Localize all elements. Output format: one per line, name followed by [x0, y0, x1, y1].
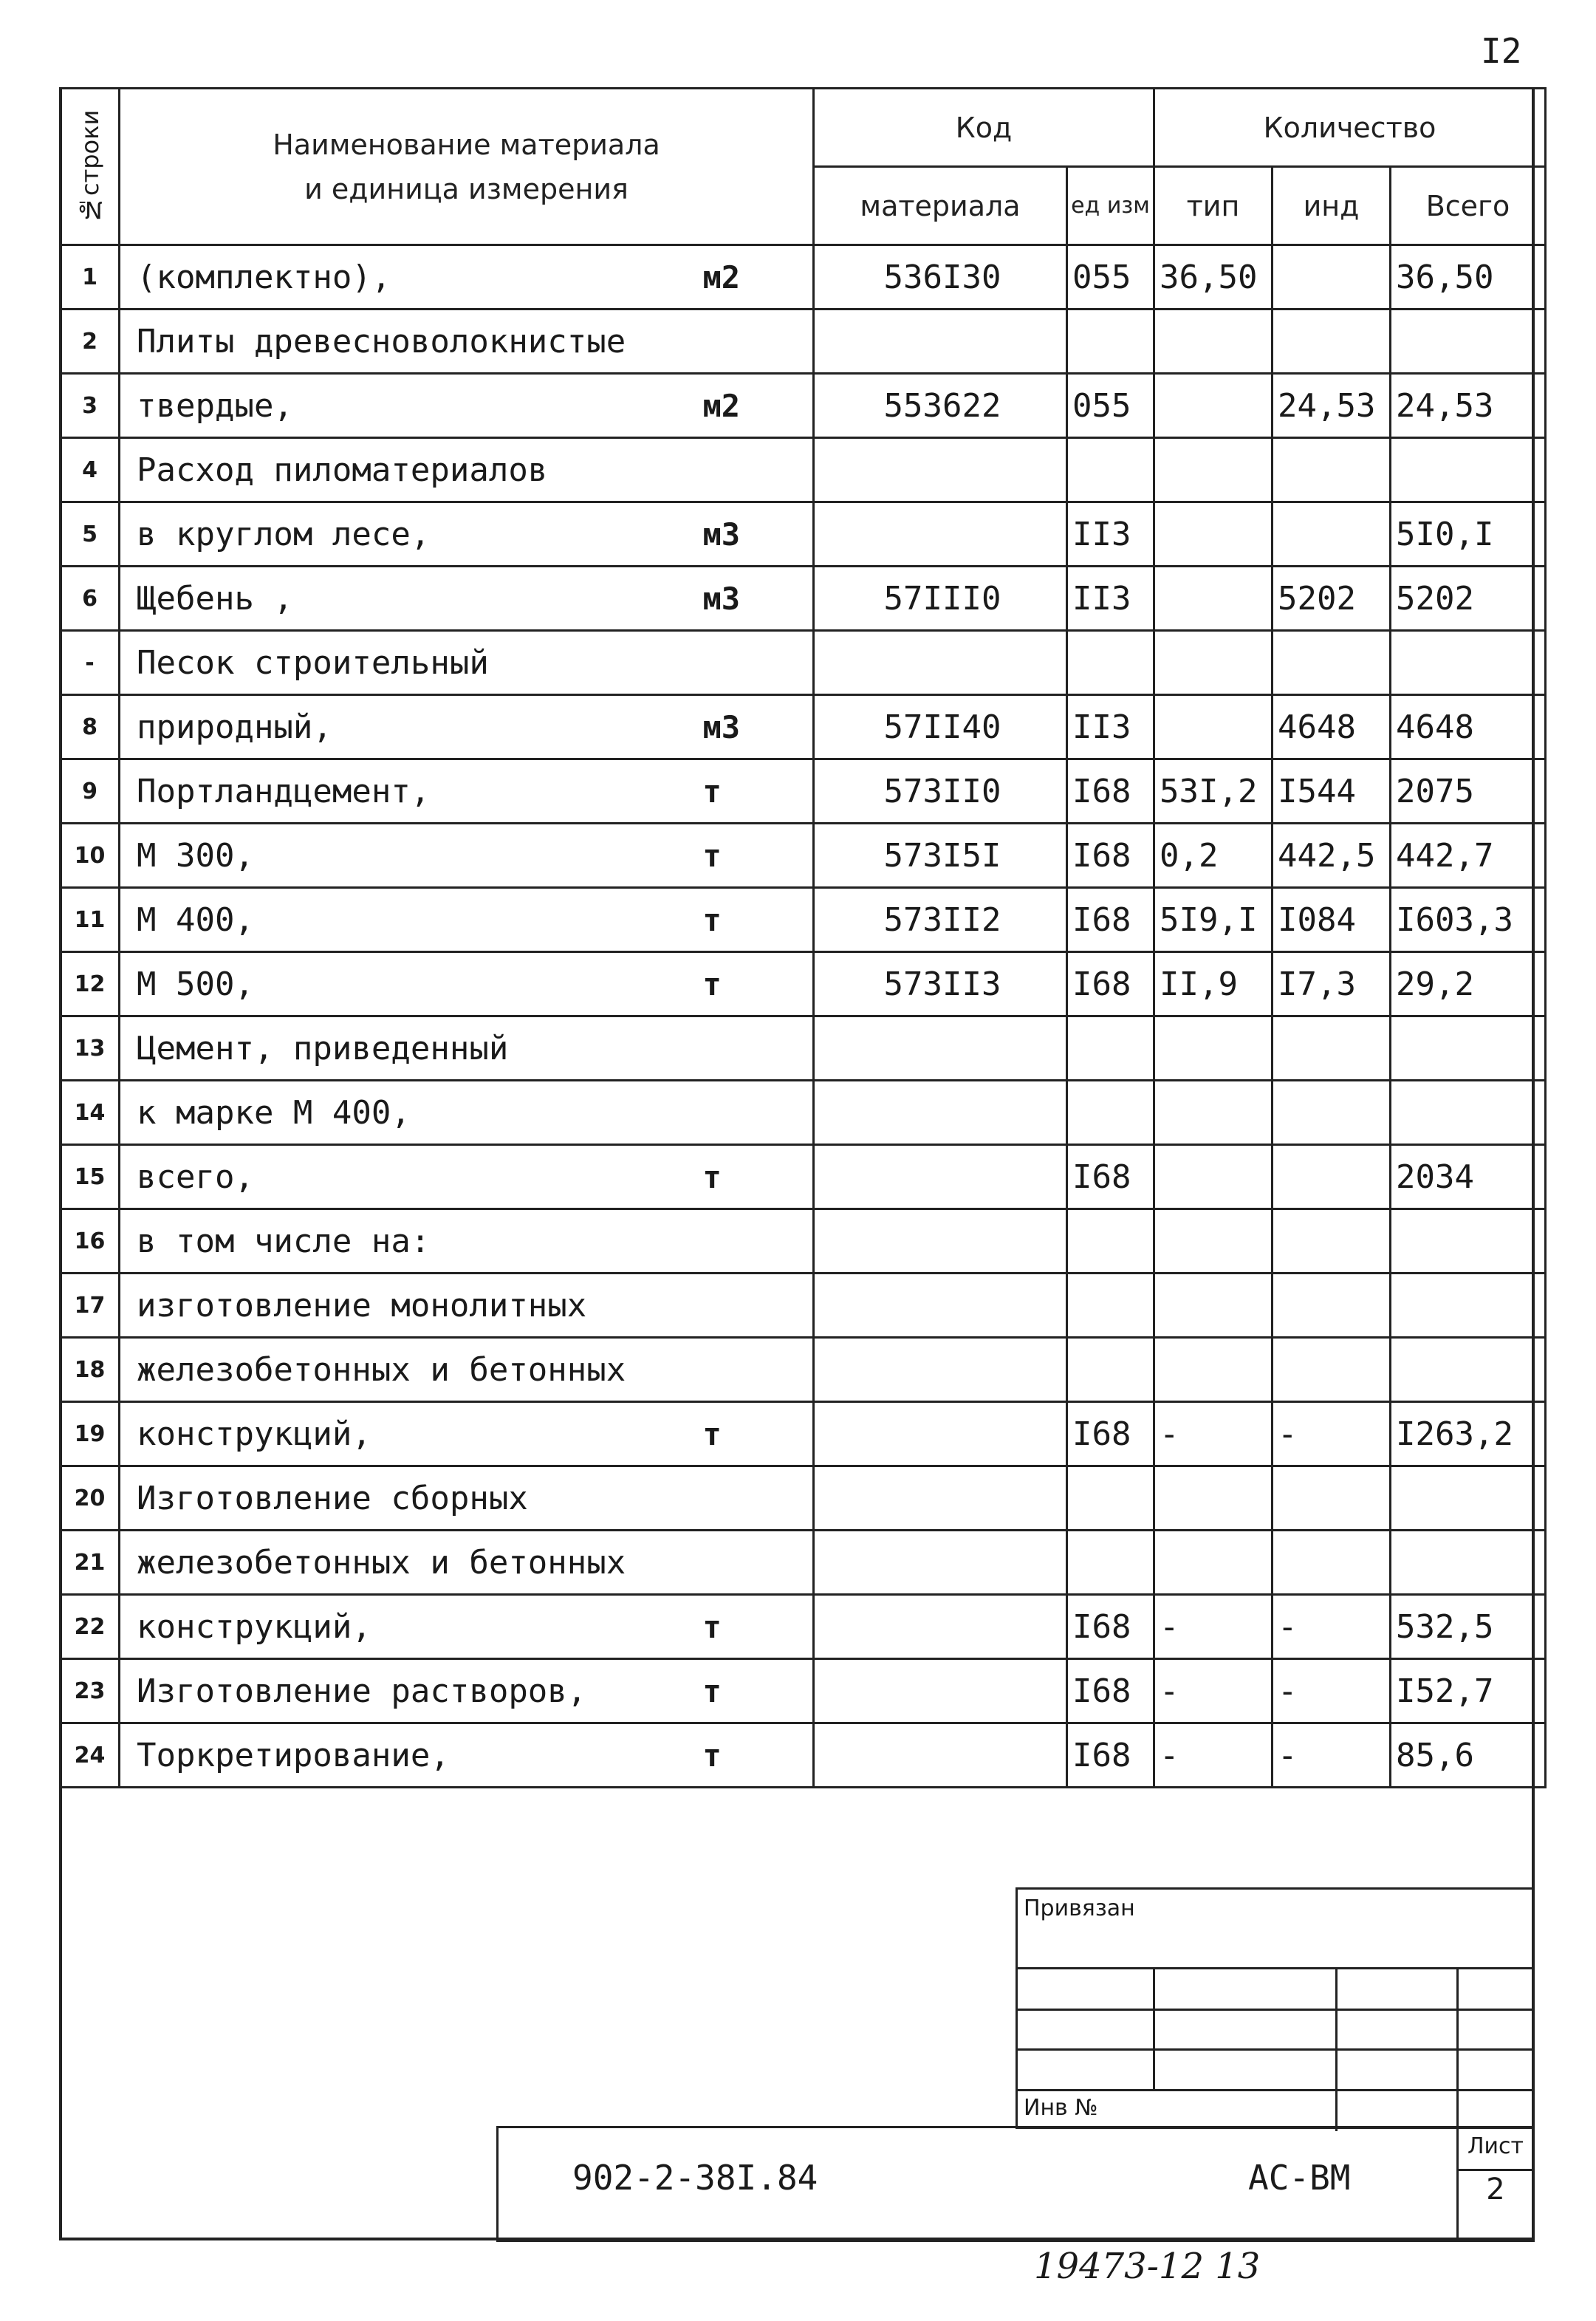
- row-typ: -: [1154, 1595, 1273, 1659]
- row-unit-code: [1067, 631, 1154, 695]
- row-unit-code: I68: [1067, 1402, 1154, 1466]
- row-material-code: [814, 1531, 1067, 1595]
- row-unit: м2: [703, 374, 814, 438]
- row-typ: [1154, 502, 1273, 567]
- row-total: 532,5: [1391, 1595, 1546, 1659]
- row-unit: т: [703, 1723, 814, 1788]
- row-name: изготовление монолитных: [120, 1274, 703, 1338]
- row-unit: м3: [703, 567, 814, 631]
- table-row: [61, 1209, 1546, 1274]
- row-total: [1391, 1016, 1546, 1081]
- row-unit: м2: [703, 245, 814, 310]
- approval-stamp: [1016, 1887, 1535, 2129]
- header-typ: тип: [1154, 167, 1273, 245]
- row-unit-code: [1067, 1016, 1154, 1081]
- header-ind: инд: [1273, 167, 1391, 245]
- row-ind: [1273, 631, 1391, 695]
- row-typ: [1154, 1145, 1273, 1209]
- row-unit: [703, 1466, 814, 1531]
- row-total: 5202: [1391, 567, 1546, 631]
- header-total: Всего: [1391, 167, 1546, 245]
- row-name: конструкций,: [120, 1595, 703, 1659]
- row-name: М 500,: [120, 952, 703, 1016]
- row-unit: [703, 1338, 814, 1402]
- row-total: 29,2: [1391, 952, 1546, 1016]
- row-name: Портландцемент,: [120, 759, 703, 824]
- row-typ: [1154, 631, 1273, 695]
- row-unit-code: II3: [1067, 502, 1154, 567]
- row-number: 18: [61, 1338, 120, 1402]
- row-ind: 4648: [1273, 695, 1391, 759]
- row-typ: [1154, 1209, 1273, 1274]
- row-unit: т: [703, 1145, 814, 1209]
- row-total: 24,53: [1391, 374, 1546, 438]
- table-row: [61, 1274, 1546, 1338]
- row-total: 4648: [1391, 695, 1546, 759]
- row-number: 21: [61, 1531, 120, 1595]
- header-code: Код: [814, 89, 1154, 167]
- row-number: 23: [61, 1659, 120, 1723]
- row-ind: [1273, 1466, 1391, 1531]
- row-material-code: 573II2: [814, 888, 1067, 952]
- row-material-code: [814, 1081, 1067, 1145]
- row-name: природный,: [120, 695, 703, 759]
- row-typ: 53I,2: [1154, 759, 1273, 824]
- row-unit-code: I68: [1067, 1659, 1154, 1723]
- table-row: [61, 888, 1546, 952]
- table-row: [61, 631, 1546, 695]
- row-ind: I544: [1273, 759, 1391, 824]
- row-typ: -: [1154, 1402, 1273, 1466]
- header-quantity: Количество: [1154, 89, 1546, 167]
- row-unit: т: [703, 1402, 814, 1466]
- row-unit: [703, 1081, 814, 1145]
- row-unit-code: [1067, 310, 1154, 374]
- header-name: [120, 89, 814, 245]
- row-name: Изготовление растворов,: [120, 1659, 703, 1723]
- row-total: [1391, 1531, 1546, 1595]
- row-ind: [1273, 1338, 1391, 1402]
- row-total: [1391, 310, 1546, 374]
- row-ind: -: [1273, 1659, 1391, 1723]
- table-row: [61, 759, 1546, 824]
- row-number: 11: [61, 888, 120, 952]
- row-number: 1: [61, 245, 120, 310]
- row-unit-code: [1067, 438, 1154, 502]
- header-row-no: №строки: [61, 89, 120, 245]
- row-number: 22: [61, 1595, 120, 1659]
- row-number: 8: [61, 695, 120, 759]
- row-typ: [1154, 438, 1273, 502]
- stamp-linked-label: Привязан: [1024, 1896, 1135, 1921]
- row-ind: [1273, 1274, 1391, 1338]
- row-ind: [1273, 310, 1391, 374]
- row-material-code: 553622: [814, 374, 1067, 438]
- table-row: [61, 695, 1546, 759]
- row-name: М 400,: [120, 888, 703, 952]
- row-total: 2075: [1391, 759, 1546, 824]
- row-typ: II,9: [1154, 952, 1273, 1016]
- row-name: М 300,: [120, 824, 703, 888]
- row-unit-code: 055: [1067, 374, 1154, 438]
- row-typ: [1154, 1338, 1273, 1402]
- row-material-code: [814, 1145, 1067, 1209]
- row-typ: -: [1154, 1723, 1273, 1788]
- row-ind: -: [1273, 1595, 1391, 1659]
- handwritten-note: 19473-12 13: [1034, 2246, 1261, 2287]
- row-unit-code: [1067, 1466, 1154, 1531]
- title-block: [496, 2126, 1535, 2242]
- row-typ: [1154, 1081, 1273, 1145]
- row-unit: [703, 631, 814, 695]
- row-typ: -: [1154, 1659, 1273, 1723]
- row-ind: [1273, 438, 1391, 502]
- row-material-code: [814, 438, 1067, 502]
- row-number: 10: [61, 824, 120, 888]
- row-typ: [1154, 567, 1273, 631]
- row-name: конструкций,: [120, 1402, 703, 1466]
- row-name: в круглом лесе,: [120, 502, 703, 567]
- table-row: [61, 1081, 1546, 1145]
- row-name: Торкретирование,: [120, 1723, 703, 1788]
- row-total: [1391, 438, 1546, 502]
- row-name: Щебень ,: [120, 567, 703, 631]
- table-row: [61, 1466, 1546, 1531]
- row-name: Плиты древесноволокнистые: [120, 310, 703, 374]
- row-unit-code: II3: [1067, 567, 1154, 631]
- row-ind: -: [1273, 1723, 1391, 1788]
- table-row: [61, 1402, 1546, 1466]
- row-unit: т: [703, 1595, 814, 1659]
- row-unit-code: II3: [1067, 695, 1154, 759]
- row-unit: т: [703, 1659, 814, 1723]
- row-total: 442,7: [1391, 824, 1546, 888]
- row-number: 4: [61, 438, 120, 502]
- table-row: [61, 245, 1546, 310]
- row-number: 19: [61, 1402, 120, 1466]
- row-name: Изготовление сборных: [120, 1466, 703, 1531]
- row-name: Песок строительный: [120, 631, 703, 695]
- row-number: 5: [61, 502, 120, 567]
- row-unit-code: [1067, 1531, 1154, 1595]
- row-material-code: 573I5I: [814, 824, 1067, 888]
- row-ind: 5202: [1273, 567, 1391, 631]
- row-material-code: [814, 1659, 1067, 1723]
- row-typ: [1154, 1466, 1273, 1531]
- row-total: [1391, 1274, 1546, 1338]
- table-row: [61, 374, 1546, 438]
- row-unit: м3: [703, 695, 814, 759]
- row-unit: т: [703, 759, 814, 824]
- row-name: железобетонных и бетонных: [120, 1338, 703, 1402]
- page-number: I2: [1481, 31, 1522, 71]
- sheet-number: 2: [1486, 2173, 1505, 2207]
- row-name: Цемент, приведенный: [120, 1016, 703, 1081]
- row-number: 15: [61, 1145, 120, 1209]
- sheet-label: Лист: [1467, 2133, 1524, 2159]
- row-unit: м3: [703, 502, 814, 567]
- row-number: 6: [61, 567, 120, 631]
- row-typ: [1154, 695, 1273, 759]
- row-name: железобетонных и бетонных: [120, 1531, 703, 1595]
- row-material-code: 57II40: [814, 695, 1067, 759]
- row-unit-code: [1067, 1209, 1154, 1274]
- row-unit-code: 055: [1067, 245, 1154, 310]
- row-total: I603,3: [1391, 888, 1546, 952]
- row-unit: [703, 438, 814, 502]
- header-unit-code: ед изм: [1067, 167, 1154, 245]
- row-material-code: [814, 1338, 1067, 1402]
- row-number: -: [61, 631, 120, 695]
- row-number: 2: [61, 310, 120, 374]
- row-ind: [1273, 502, 1391, 567]
- row-material-code: [814, 1016, 1067, 1081]
- row-unit: т: [703, 952, 814, 1016]
- row-name: твердые,: [120, 374, 703, 438]
- table-row: [61, 567, 1546, 631]
- row-total: 5I0,I: [1391, 502, 1546, 567]
- table-row: [61, 1338, 1546, 1402]
- row-unit: [703, 1274, 814, 1338]
- row-unit-code: I68: [1067, 952, 1154, 1016]
- row-material-code: [814, 1723, 1067, 1788]
- row-unit: [703, 1209, 814, 1274]
- row-material-code: 573II0: [814, 759, 1067, 824]
- row-material-code: [814, 310, 1067, 374]
- row-number: 13: [61, 1016, 120, 1081]
- row-material-code: [814, 1466, 1067, 1531]
- row-unit-code: I68: [1067, 1723, 1154, 1788]
- row-material-code: [814, 1402, 1067, 1466]
- table-row: [61, 1531, 1546, 1595]
- row-unit-code: I68: [1067, 1145, 1154, 1209]
- document-code: 902-2-38I.84: [572, 2158, 818, 2198]
- header-name-line2: и единица измерения: [304, 172, 629, 205]
- row-unit-code: I68: [1067, 759, 1154, 824]
- row-ind: [1273, 1531, 1391, 1595]
- row-total: 2034: [1391, 1145, 1546, 1209]
- row-unit-code: I68: [1067, 824, 1154, 888]
- row-typ: [1154, 1531, 1273, 1595]
- row-typ: 36,50: [1154, 245, 1273, 310]
- row-number: 24: [61, 1723, 120, 1788]
- row-unit: [703, 1016, 814, 1081]
- materials-table: [59, 87, 1547, 1788]
- table-row: [61, 1145, 1546, 1209]
- row-material-code: [814, 1595, 1067, 1659]
- stamp-inv-label: Инв №: [1024, 2095, 1098, 2121]
- row-ind: [1273, 1081, 1391, 1145]
- row-unit: [703, 1531, 814, 1595]
- row-ind: 24,53: [1273, 374, 1391, 438]
- row-name: (комплектно),: [120, 245, 703, 310]
- row-material-code: 57III0: [814, 567, 1067, 631]
- row-name: в том числе на:: [120, 1209, 703, 1274]
- table-row: [61, 438, 1546, 502]
- row-material-code: [814, 1209, 1067, 1274]
- row-ind: 442,5: [1273, 824, 1391, 888]
- row-unit-code: I68: [1067, 888, 1154, 952]
- row-name: к марке М 400,: [120, 1081, 703, 1145]
- table-row: [61, 502, 1546, 567]
- row-total: [1391, 1466, 1546, 1531]
- sheet-code: АС-ВМ: [1248, 2158, 1351, 2198]
- row-total: 85,6: [1391, 1723, 1546, 1788]
- row-total: [1391, 1209, 1546, 1274]
- row-number: 17: [61, 1274, 120, 1338]
- row-typ: [1154, 1274, 1273, 1338]
- row-typ: [1154, 1016, 1273, 1081]
- row-ind: [1273, 245, 1391, 310]
- header-material: материала: [814, 167, 1067, 245]
- row-number: 16: [61, 1209, 120, 1274]
- row-unit-code: [1067, 1081, 1154, 1145]
- row-unit-code: [1067, 1338, 1154, 1402]
- row-ind: -: [1273, 1402, 1391, 1466]
- row-total: [1391, 631, 1546, 695]
- table-row: [61, 824, 1546, 888]
- row-number: 3: [61, 374, 120, 438]
- row-typ: [1154, 310, 1273, 374]
- row-typ: [1154, 374, 1273, 438]
- row-total: I263,2: [1391, 1402, 1546, 1466]
- row-name: всего,: [120, 1145, 703, 1209]
- table-row: [61, 310, 1546, 374]
- row-typ: 0,2: [1154, 824, 1273, 888]
- row-total: [1391, 1338, 1546, 1402]
- row-total: [1391, 1081, 1546, 1145]
- row-unit: т: [703, 888, 814, 952]
- row-name: Расход пиломатериалов: [120, 438, 703, 502]
- row-ind: [1273, 1016, 1391, 1081]
- row-total: 36,50: [1391, 245, 1546, 310]
- row-ind: [1273, 1145, 1391, 1209]
- row-ind: [1273, 1209, 1391, 1274]
- row-number: 14: [61, 1081, 120, 1145]
- table-row: [61, 1595, 1546, 1659]
- table-row: [61, 1723, 1546, 1788]
- row-material-code: [814, 1274, 1067, 1338]
- row-number: 20: [61, 1466, 120, 1531]
- row-unit: т: [703, 824, 814, 888]
- row-unit-code: [1067, 1274, 1154, 1338]
- row-material-code: 536I30: [814, 245, 1067, 310]
- row-ind: I084: [1273, 888, 1391, 952]
- row-total: I52,7: [1391, 1659, 1546, 1723]
- table-row: [61, 1659, 1546, 1723]
- row-number: 9: [61, 759, 120, 824]
- row-unit: [703, 310, 814, 374]
- row-material-code: 573II3: [814, 952, 1067, 1016]
- row-material-code: [814, 631, 1067, 695]
- header-name-line1: Наименование материала: [273, 128, 660, 161]
- row-material-code: [814, 502, 1067, 567]
- row-number: 12: [61, 952, 120, 1016]
- row-ind: I7,3: [1273, 952, 1391, 1016]
- row-typ: 5I9,I: [1154, 888, 1273, 952]
- table-row: [61, 952, 1546, 1016]
- row-unit-code: I68: [1067, 1595, 1154, 1659]
- table-row: [61, 1016, 1546, 1081]
